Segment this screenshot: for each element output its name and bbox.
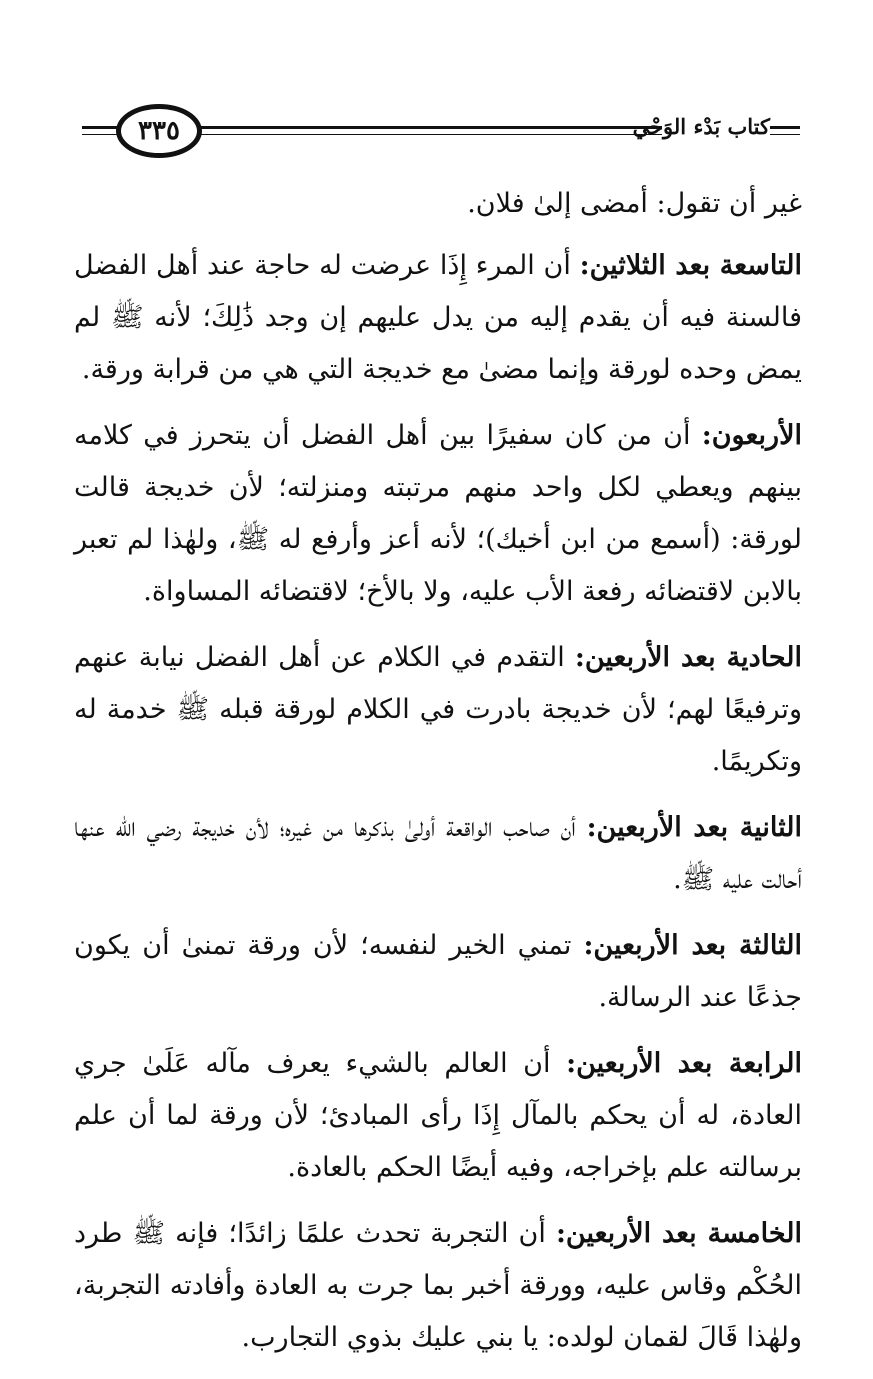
paragraph-heading: الأربعون: [701, 420, 802, 451]
page-header [82, 100, 800, 164]
header-rule-right-thin [770, 134, 800, 135]
paragraph-heading: الرابعة بعد الأربعين: [566, 1048, 802, 1079]
paragraph-heading: الثانية بعد الأربعين: [586, 812, 802, 843]
paragraph-44th [74, 1038, 802, 1194]
paragraph-text: أن صاحب الواقعة أولىٰ بذكرها من غيره؛ لأن خديجة رضي الله عنها أحالت عليه ﷺ. [74, 812, 802, 895]
paragraph-heading: الحادية بعد الأربعين: [574, 642, 802, 673]
paragraph-41st [74, 632, 802, 788]
paragraph-text: أن العالم بالشيء يعرف مآله عَلَىٰ جري العادة، له أن يحكم بالمآل إِذَا رأى المبادئ؛ لأن ورقة لما أن علم برسالته علم بإخراجه، وفيه أيضًا الحكم بالعادة. [74, 1048, 802, 1183]
paragraph-45th [74, 1208, 802, 1364]
paragraph-text: غير أن تقول: أمضى إلىٰ فلان. [467, 188, 802, 219]
page-body [74, 178, 802, 1378]
paragraph-text: التقدم في الكلام عن أهل الفضل نيابة عنهم وترفيعًا لهم؛ لأن خديجة بادرت في الكلام لورقة قبله ﷺ خدمة له وتكريمًا. [74, 642, 802, 777]
paragraph-40th [74, 410, 802, 618]
paragraph-continuation [74, 178, 802, 230]
paragraph-42nd [74, 802, 802, 906]
paragraph-text: تمني الخير لنفسه؛ لأن ورقة تمنىٰ أن يكون جذعًا عند الرسالة. [74, 930, 802, 1013]
paragraph-text: أن التجربة تحدث علمًا زائدًا؛ فإنه ﷺ طرد الحُكْم وقاس عليه، وورقة أخبر بما جرت به العادة وأفادته التجربة، ولهٰذا قَالَ لقمان لولده: يا بني عليك بذوي التجارب. [74, 1218, 802, 1353]
paragraph-text: أن المرء إِذَا عرضت له حاجة عند أهل الفضل فالسنة فيه أن يقدم إليه من يدل عليهم إن وجد ذَٰلِكَ؛ لأنه ﷺ لم يمض وحده لورقة وإنما مضىٰ مع خديجة التي هي من قرابة ورقة. [74, 250, 802, 385]
header-rule-middle-thin [192, 134, 662, 135]
page-number: ٣٣٥ [116, 104, 202, 158]
paragraph-43rd [74, 920, 802, 1024]
paragraph-heading: الخامسة بعد الأربعين: [555, 1218, 802, 1249]
running-title: كتاب بَدْء الوَحْي [632, 114, 770, 139]
paragraph-heading: التاسعة بعد الثلاثين: [579, 250, 802, 281]
header-rule-right [770, 126, 800, 129]
paragraph-text: أن من كان سفيرًا بين أهل الفضل أن يتحرز في كلامه بينهم ويعطي لكل واحد منهم مرتبته ومنزلته؛ لأن خديجة قالت لورقة: (أسمع من ابن أخيك)؛ لأنه أعز وأرفع له ﷺ، ولهٰذا لم تعبر بالابن لاقتضائه رفعة الأب عليه، ولا بالأخ؛ لاقتضائه المساواة. [74, 420, 802, 607]
paragraph-39th [74, 240, 802, 396]
header-rule-middle [192, 126, 662, 129]
paragraph-heading: الثالثة بعد الأربعين: [583, 930, 802, 961]
